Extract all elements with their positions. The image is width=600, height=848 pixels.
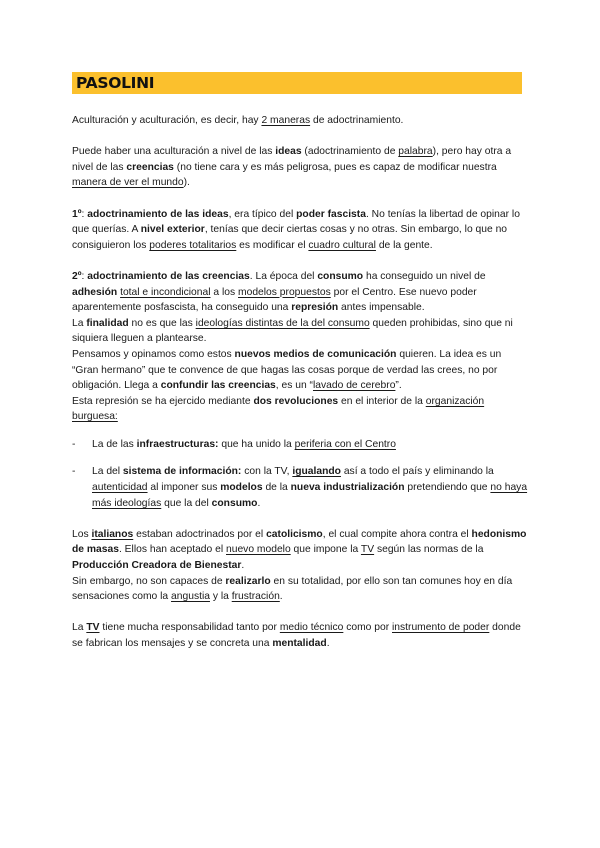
bold-text: represión (291, 302, 339, 314)
text: Puede haber una aculturación a nivel de las (72, 146, 276, 158)
underlined-text: angustia (171, 591, 210, 603)
text: Los (72, 528, 92, 540)
text: y la (209, 591, 232, 603)
text: pretendiendo que (404, 482, 491, 494)
bold-underlined-text: igualando (292, 466, 341, 478)
text: , el cual compite ahora contra el (322, 528, 472, 540)
text: así a todo el país y eliminando la (340, 466, 494, 478)
text: Pensamos y opinamos como estos (72, 348, 235, 360)
text: quieren. La idea es un “Gran hermano” que te convence de que hagas las cosas porque de verdad las crees, no por obligación. Llega a (72, 348, 502, 392)
text: al imponer sus (147, 482, 221, 494)
text: , tenías que decir ciertas cosas y no otras. Sin embargo, lo que no consiguieron los (72, 224, 508, 251)
text: de la gente. (375, 239, 433, 251)
underlined-text: poderes totalitarios (149, 239, 237, 251)
dash-bullet: - (72, 466, 76, 478)
paragraph-sin-embargo (72, 574, 528, 605)
text: por el Centro. Ese nuevo poder aparentemente posfascista, ha conseguido una (72, 286, 477, 314)
text: La (72, 317, 87, 329)
bold-underlined-text: TV (86, 622, 100, 634)
list-item (72, 437, 528, 453)
underlined-text: periferia con el Centro (294, 438, 396, 450)
text: antes impensable. (338, 302, 425, 314)
text: . (241, 560, 245, 572)
dash-bullet: - (72, 438, 76, 450)
paragraph-tv (72, 620, 528, 651)
paragraph-revoluciones (72, 394, 528, 425)
bold-text: Producción Creadora de Bienestar (72, 560, 242, 572)
text: . (279, 591, 283, 603)
text: de la (262, 482, 291, 494)
bold-underlined-text: italianos (91, 528, 134, 540)
underlined-text: frustración (231, 591, 280, 603)
text: como por (343, 622, 392, 634)
bold-text: ideas (275, 146, 302, 158)
bold-text: catolicismo (266, 528, 323, 540)
underlined-text: no haya más ideologías (92, 482, 528, 509)
paragraph-second-type (72, 269, 528, 316)
underlined-text: instrumento de poder (392, 622, 490, 634)
paragraph-intro (72, 113, 528, 129)
underlined-text: medio técnico (279, 622, 344, 634)
bold-text: 1º (72, 208, 82, 220)
text: : (81, 270, 88, 282)
bold-text: confundir las creencias (160, 380, 276, 392)
revolutions-list (72, 437, 528, 511)
text: . (257, 497, 261, 509)
text: con la TV, (241, 466, 293, 478)
underlined-text: nuevo modelo (226, 544, 291, 556)
text: . No tenías la libertad de opinar lo que querías. A (72, 208, 520, 236)
bold-text: realizarlo (225, 575, 271, 587)
text: . La época del (249, 270, 318, 282)
text: de adoctrinamiento. (310, 115, 404, 126)
bold-text: consumo (317, 270, 364, 282)
text: ), pero hay otra a nivel de las (72, 146, 512, 173)
text: . Ellos han aceptado el (118, 544, 226, 556)
text: en su totalidad, por ello son tan comunes hoy en día sensaciones como la (72, 575, 513, 603)
text: tiene mucha responsabilidad tanto por (99, 622, 280, 634)
bold-text: modelos (220, 482, 263, 494)
bold-text: sistema de información: (122, 466, 242, 478)
bold-text: 2º (72, 270, 82, 282)
paragraph-italianos (72, 527, 528, 574)
underlined-text: 2 maneras (261, 115, 311, 126)
bold-text: hedonismo de masas (72, 528, 527, 556)
text: a los (210, 286, 239, 298)
text: Esta represión se ha ejercido mediante (72, 395, 254, 407)
text: que la del (161, 497, 212, 509)
underlined-text: organización burguesa: (72, 395, 485, 423)
text: que impone la (290, 544, 361, 556)
text: Sin embargo, no son capaces de (72, 575, 226, 587)
text: en el interior de la (338, 395, 426, 407)
bold-text: dos revoluciones (253, 395, 339, 407)
underlined-text: manera de ver el mundo (72, 177, 184, 189)
paragraph-medios (72, 347, 528, 394)
text: La del (92, 466, 123, 478)
text: , era típico del (228, 208, 297, 220)
title-highlight (72, 72, 522, 94)
text: ha conseguido un nivel de (363, 270, 486, 282)
list-item (72, 464, 528, 511)
text: : (81, 208, 88, 220)
text: (adoctrinamiento de (301, 146, 399, 158)
bold-text: poder fascista (296, 208, 366, 220)
bold-text: adhesión (72, 286, 118, 298)
bold-text: nueva industrialización (290, 482, 405, 494)
bold-text: infraestructuras: (136, 438, 219, 450)
text: La (72, 622, 87, 634)
underlined-text: cuadro cultural (308, 239, 376, 251)
text: La de las (92, 438, 137, 450)
underlined-text: lavado de cerebro (312, 380, 396, 392)
text: (no tiene cara y es más peligrosa, pues es capaz de modificar nuestra (173, 161, 497, 173)
underlined-text: palabra (398, 146, 433, 158)
text: , es un “ (275, 380, 313, 392)
underlined-text: autenticidad (92, 482, 148, 494)
text: ). (183, 177, 190, 189)
text: estaban adoctrinados por el (133, 528, 267, 540)
paragraph-ideas-creencias (72, 144, 528, 191)
bold-text: nuevos medios de comunicación (234, 348, 397, 360)
text: . (326, 638, 330, 649)
text: es modificar el (236, 239, 309, 251)
bold-text: nivel exterior (140, 224, 205, 236)
bold-text: finalidad (86, 317, 129, 329)
bold-text: creencias (126, 161, 174, 173)
bold-text: consumo (211, 497, 258, 509)
underlined-text: total e incondicional (120, 286, 211, 298)
text: no es que las (128, 317, 196, 329)
text: ”. (395, 380, 402, 392)
paragraph-finalidad (72, 316, 528, 347)
bold-text: adoctrinamiento de las ideas (87, 208, 229, 220)
document-body (72, 113, 528, 667)
text: donde se fabrican los mensajes y se concreta una (72, 622, 521, 649)
underlined-text: ideologías distintas de la del consumo (195, 317, 370, 329)
text: que ha unido la (218, 438, 295, 450)
bold-text: mentalidad (272, 638, 327, 649)
document-title: PASOLINI (76, 74, 155, 92)
underlined-text: modelos propuestos (238, 286, 331, 298)
text: queden prohibidas, sino que ni siquiera lleguen a plantearse. (72, 317, 513, 345)
underlined-text: TV (360, 544, 375, 556)
text: según las normas de la (374, 544, 484, 556)
text: Aculturación y aculturación, es decir, hay (72, 115, 262, 126)
paragraph-first-type (72, 207, 528, 254)
bold-text: adoctrinamiento de las creencias (87, 270, 250, 282)
